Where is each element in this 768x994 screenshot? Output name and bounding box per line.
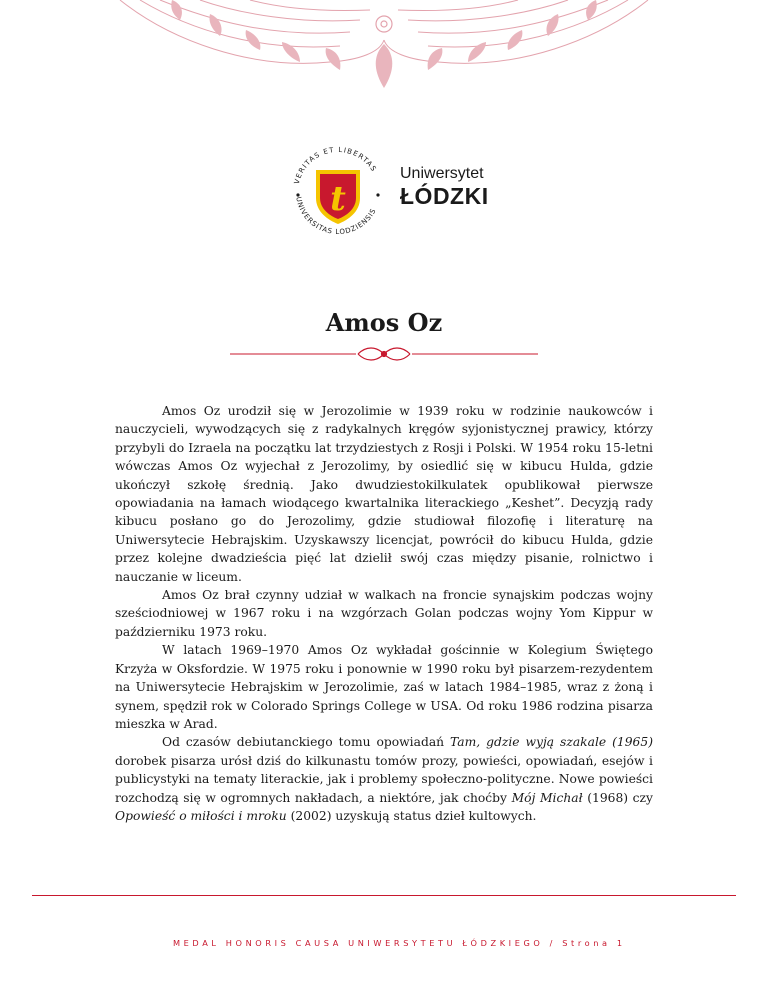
paragraph-4-part-b: dorobek pisarza urósł dziś do kilkunastu tomów prozy, powieści, opowiadań, esejów i publicystyki na tematy literackie, jak i problemy społeczno-polityczne. Nowe powieści rozchodzą się w ogromnych nakładach, a niektóre, jak choćby xyxy=(115,753,653,805)
paragraph-3: W latach 1969–1970 Amos Oz wykładał gościnnie w Kolegium Świętego Krzyża w Oksfordzie. W 1975 roku i ponownie w 1990 roku był pisarzem-rezydentem na Uniwersytecie Hebrajskim w Jerozolimie, zaś w latach 1984–1985, wraz z żoną i synem, spędził rok w Colorado Springs College w USA. Od roku 1986 rodzina pisarza mieszka w Arad. xyxy=(115,643,653,731)
paragraph-4 xyxy=(115,733,653,825)
university-name-line1: Uniwersytet xyxy=(400,165,484,182)
paragraph-4-part-c: (1968) czy xyxy=(582,790,653,805)
seal-letter: t xyxy=(330,179,346,219)
paragraph-4-part-a: Od czasów debiutanckiego tomu opowiadań xyxy=(162,735,451,750)
decorative-header-ornament xyxy=(0,0,768,100)
divider-ornament-icon xyxy=(358,348,410,360)
footer-text: MEDAL HONORIS CAUSA UNIWERSYTETU ŁÓDZKIEGO / Strona 1 xyxy=(173,938,626,948)
biography-text xyxy=(115,402,653,825)
book-title-opowiesc-o-milosci-i-mroku: Opowieść o miłości i mroku xyxy=(115,808,287,823)
title-divider xyxy=(230,344,538,364)
book-title-tam-gdzie-wyja-szakale: Tam, gdzie wyją szakale (1965) xyxy=(450,735,653,750)
svg-text:VERITAS ET LIBERTAS: VERITAS ET LIBERTAS xyxy=(292,145,379,186)
paragraph-4-part-d: (2002) uzyskują status dzieł kultowych. xyxy=(286,808,537,823)
svg-text:UNIVERSITAS LODZIENSIS: UNIVERSITAS LODZIENSIS xyxy=(294,196,378,237)
footer-divider xyxy=(32,895,736,896)
paragraph-2: Amos Oz brał czynny udział w walkach na froncie synajskim podczas wojny sześciodniowej w 1967 roku i na wzgórzach Golan podczas wojny Yom Kippur w październiku 1973 roku. xyxy=(115,588,653,639)
page-title: Amos Oz xyxy=(325,308,443,337)
book-title-moj-michal: Mój Michał xyxy=(511,790,583,805)
university-name-line2: ŁÓDZKI xyxy=(400,183,489,209)
paragraph-1: Amos Oz urodził się w Jerozolimie w 1939 roku w rodzinie naukowców i nauczycieli, wywodzących się z radykalnych kręgów syjonistycznej prawicy, którzy przybyli do Izraela na początku lat trzydziestych z Rosji i Polski. W 1954 roku 15-letni wówczas Amos Oz wyjechał z Jerozolimy, by osiedlić się w kibucu Hulda, gdzie ukończył szkołę średnią. Jako dwudziestokilkulatek opublikował pierwsze opowiadania na łamach wiodącego kwartalnika literackiego „Keshet”. Decyzją rady kibucu posłano go do Jerozolimy, gdzie studiował filozofię i literaturę na Uniwersytecie Hebrajskim. Uzyskawszy licencjat, powrócił do kibucu Hulda, gdzie przez kolejne dwadzieścia pięć lat dzielił swój czas między pisanie, rolnictwo i nauczanie w liceum. xyxy=(115,404,653,584)
